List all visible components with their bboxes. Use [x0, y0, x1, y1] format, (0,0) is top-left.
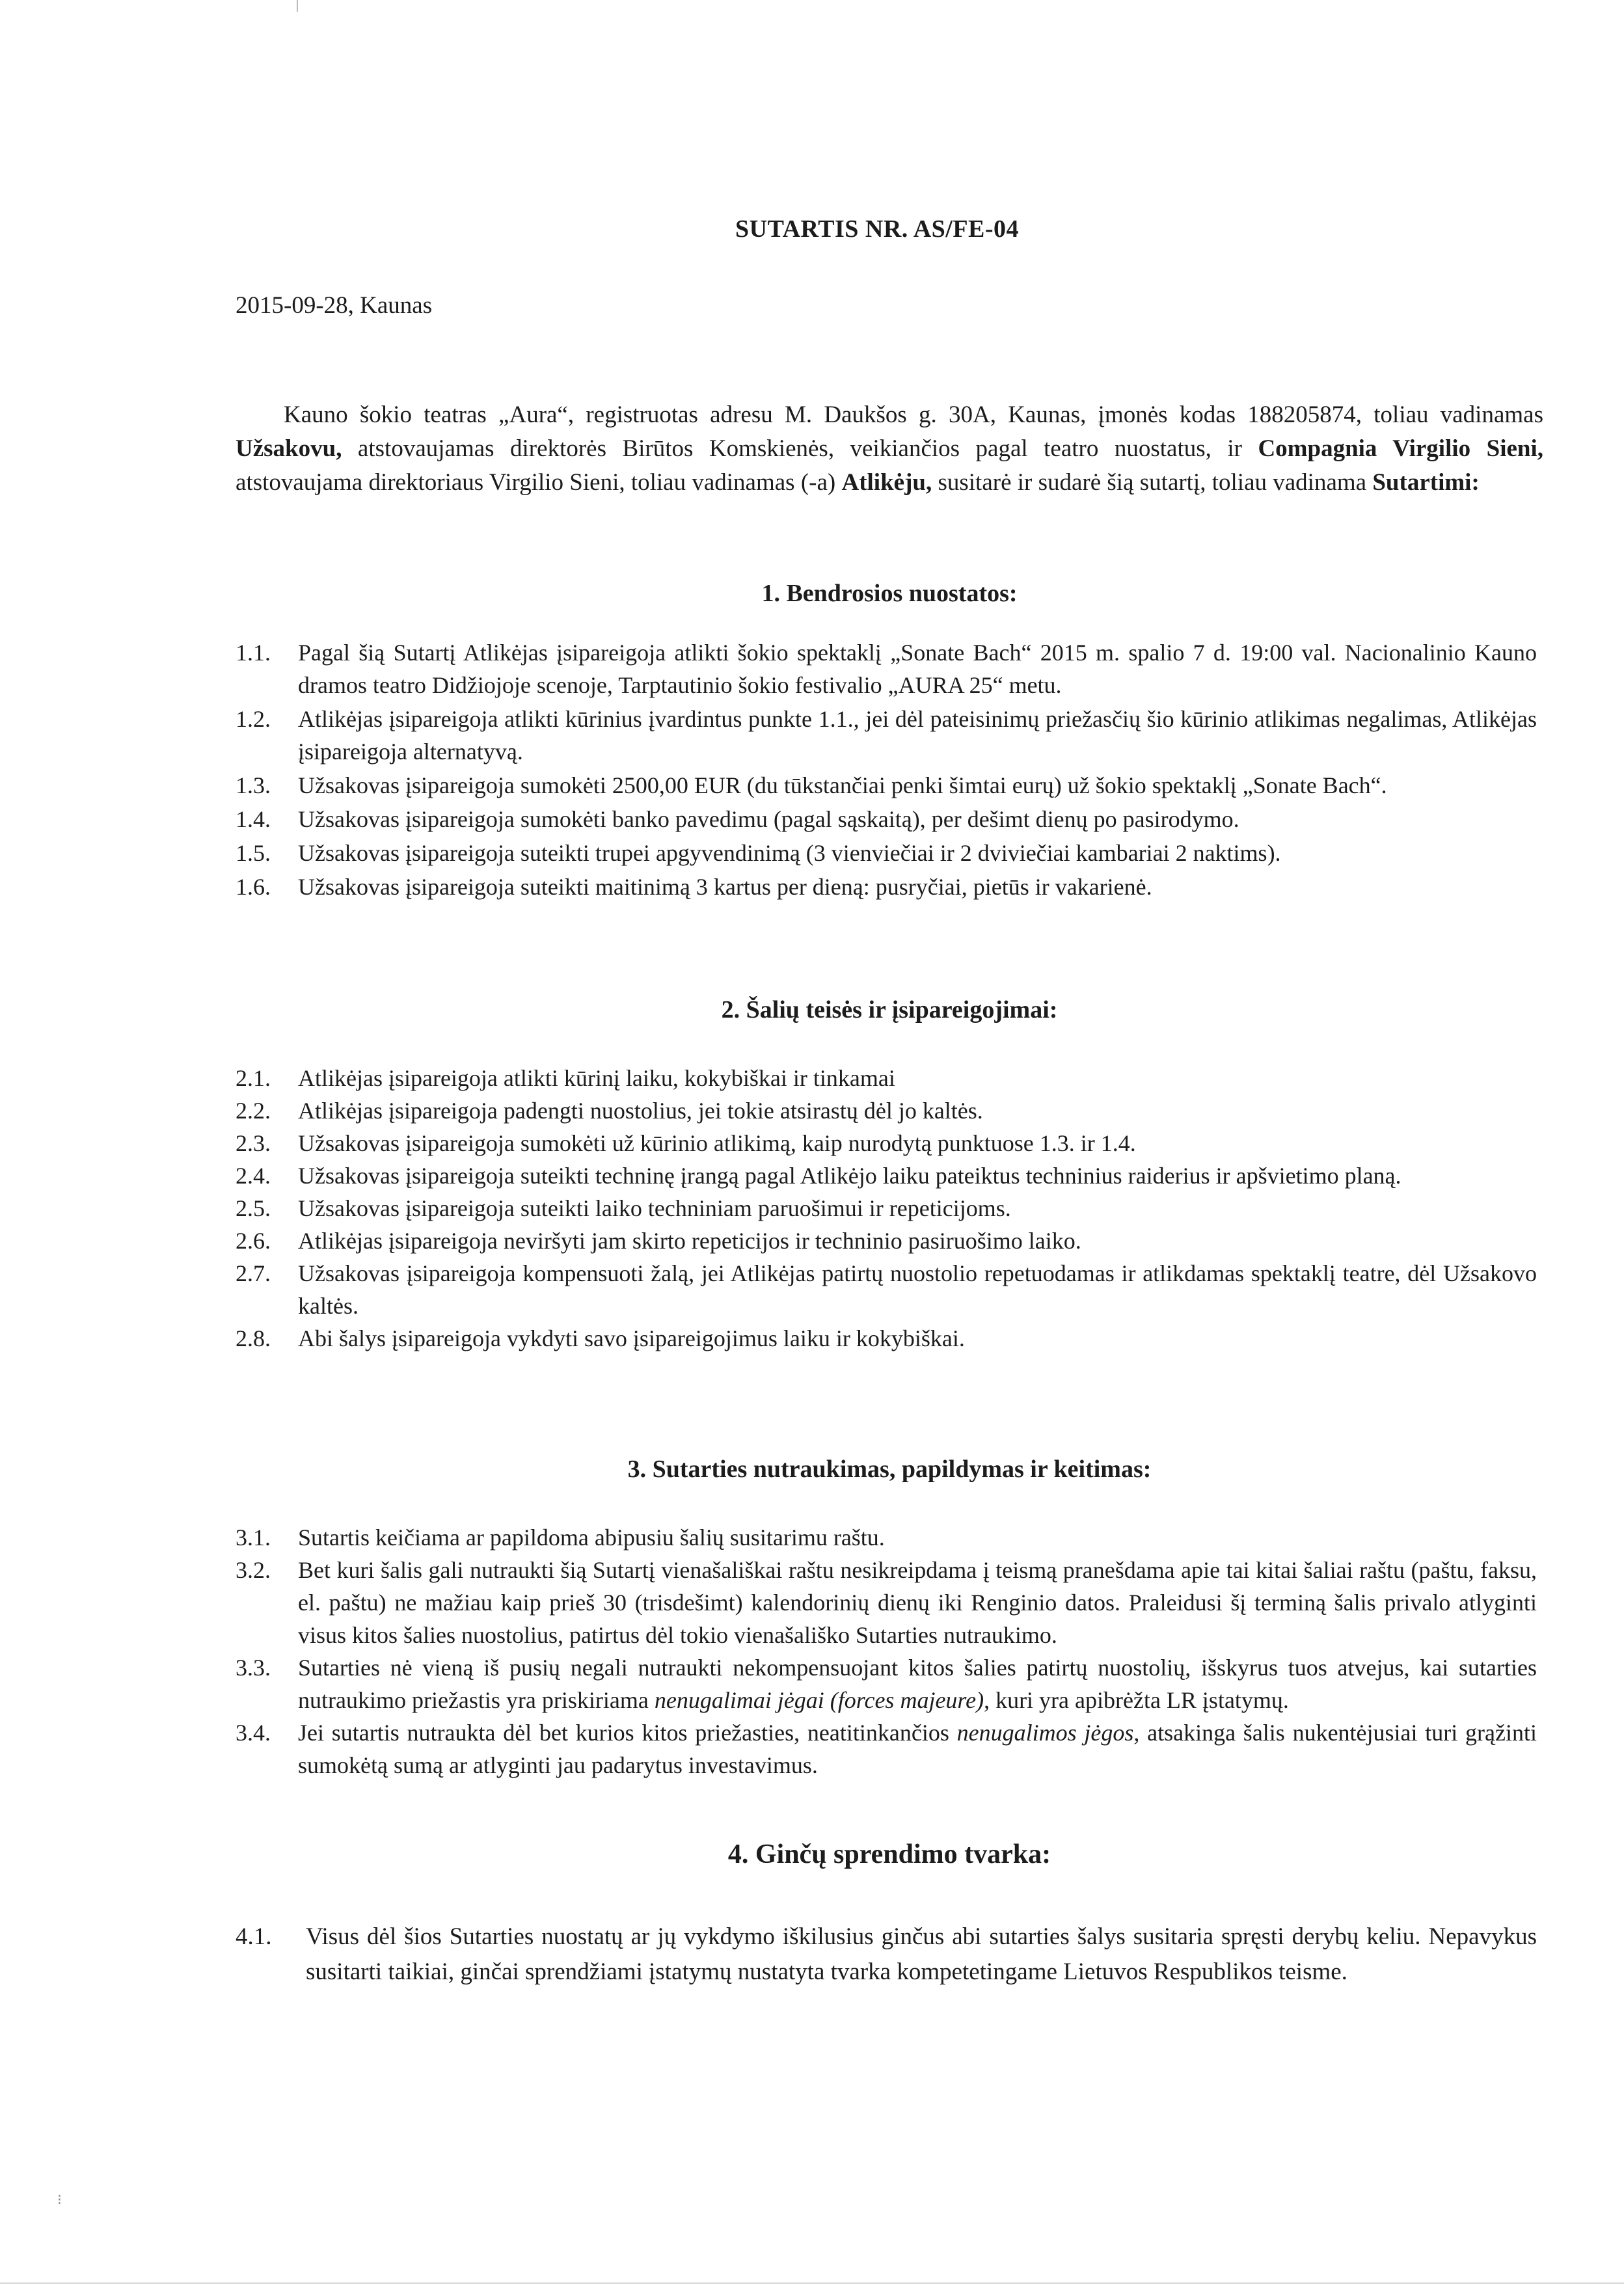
section-heading-3: 3. Sutarties nutraukimas, papildymas ir keitimas: [627, 1456, 1152, 1483]
clause [236, 1651, 1537, 1716]
clause [236, 1257, 1537, 1322]
clause [236, 1127, 1537, 1159]
intro-text-4: susitarė ir sudarė šią sutartį, toliau vadinama [932, 469, 1373, 496]
clause-text: Užsakovas įsipareigoja sumokėti 2500,00 EUR (du tūkstančiai penki šimtai eurų) už šokio spektaklį „Sonate Bach“. [298, 772, 1387, 798]
clause [236, 803, 1537, 835]
section-4-clauses [236, 1919, 1537, 1990]
clause-text: Užsakovas įsipareigoja suteikti trupei apgyvendinimą (3 vienviečiai ir 2 dviviečiai kambariai 2 naktims). [298, 840, 1281, 866]
clause-text: Užsakovas įsipareigoja suteikti maitinimą 3 kartus per dieną: pusryčiai, pietūs ir vakarienė. [298, 874, 1152, 900]
clause [236, 837, 1537, 869]
intro-paragraph [236, 398, 1543, 500]
clause-text: Sutarties nė vieną iš pusių negali nutraukti nekompensuojant kitos šalies patirtų nuostolių, išskyrus tuos atvejus, kai sutarties nutraukimo priežastis yra priskiriama [298, 1655, 1537, 1713]
clause [236, 1919, 1537, 1990]
clause-text: Užsakovas įsipareigoja suteikti laiko techniniam paruošimui ir repeticijoms. [298, 1195, 1011, 1221]
clause-text: Visus dėl šios Sutarties nuostatų ar jų vykdymo iškilusius ginčus abi sutarties šalys susitaria spręsti derybų keliu. Nepavykus susitarti taikiai, ginčai sprendžiami įstatymų nustatyta tvarka kompetetingame Lietuvos Respublikos teisme. [306, 1923, 1537, 1985]
agreement-term: Sutartimi: [1372, 469, 1480, 496]
section-1-clauses [236, 636, 1537, 904]
clause [236, 1062, 1537, 1094]
clause-number: 1.4. [236, 806, 271, 832]
clause-number: 2.7. [236, 1260, 271, 1286]
intro-text-2: atstovaujamas direktorės Birūtos Komskienės, veikiančios pagal teatro nuostatus, ir [342, 435, 1258, 462]
clause [236, 1159, 1537, 1192]
margin-mark: ⁝ [57, 2191, 62, 2208]
clause [236, 1716, 1537, 1781]
intro-text-3: atstovaujama direktoriaus Virgilio Sieni, toliau vadinamas (-a) [236, 469, 842, 496]
clause-number: 1.3. [236, 772, 271, 798]
clause [236, 636, 1537, 701]
scan-mark [297, 0, 298, 12]
clause-number: 3.4. [236, 1720, 271, 1746]
clause-text: , atsakinga šalis nukentėjusiai turi grąžinti sumokėtą sumą ar atlyginti jau padarytus investavimus. [298, 1720, 1537, 1778]
clause [236, 1094, 1537, 1127]
clause [236, 703, 1537, 768]
customer-term: Užsakovu, [236, 435, 342, 462]
clause [236, 1554, 1537, 1651]
clause [236, 1521, 1537, 1554]
clause [236, 871, 1537, 903]
clause [236, 769, 1537, 802]
clause-text: Bet kuri šalis gali nutraukti šią Sutartį vienašališkai raštu nesikreipdama į teismą pranešdama apie tai kitai šaliai raštu (paštu, faksu, el. paštu) ne mažiau kaip prieš 30 (trisdešimt) kalendorinių dienų iki Renginio datos. Praleidusi šį terminą šalis privalo atlyginti visus kitos šalies nuostolius, patirtus dėl tokio vienašališko Sutarties nutraukimo. [298, 1557, 1537, 1648]
clause-text: Užsakovas įsipareigoja kompensuoti žalą, jei Atlikėjas patirtų nuostolio repetuodamas ir atlikdamas spektaklį teatre, dėl Užsakovo kaltės. [298, 1260, 1537, 1319]
clause-number: 2.6. [236, 1228, 271, 1254]
intro-text-1: Kauno šokio teatras „Aura“, registruotas adresu M. Daukšos g. 30A, Kaunas, įmonės kodas 188205874, toliau vadinamas [284, 401, 1543, 428]
company-name: Compagnia Virgilio Sieni, [1258, 435, 1544, 462]
clause-text: Abi šalys įsipareigoja vykdyti savo įsipareigojimus laiku ir kokybiškai. [298, 1325, 965, 1351]
clause-text: Sutartis keičiama ar papildoma abipusiu šalių susitarimu raštu. [298, 1524, 885, 1551]
clause-number: 1.2. [236, 706, 271, 732]
clause-number: 2.1. [236, 1065, 271, 1091]
clause-text-italic: nenugalimos jėgos [956, 1720, 1134, 1746]
clause-number: 2.4. [236, 1163, 271, 1189]
clause-number: 1.5. [236, 840, 271, 866]
document-title: SUTARTIS NR. AS/FE-04 [735, 215, 1020, 243]
clause-number: 3.3. [236, 1655, 271, 1681]
clause-text: Užsakovas įsipareigoja sumokėti banko pavedimu (pagal sąskaitą), per dešimt dienų po pasirodymo. [298, 806, 1239, 832]
performer-term: Atlikėju, [841, 469, 932, 496]
clause [236, 1192, 1537, 1225]
clause-text: , kuri yra apibrėžta LR įstatymų. [984, 1687, 1289, 1713]
clause-number: 1.6. [236, 874, 271, 900]
clause-number: 2.3. [236, 1130, 271, 1156]
clause-text: Jei sutartis nutraukta dėl bet kurios kitos priežasties, neatitinkančios [298, 1720, 957, 1746]
clause-text: Pagal šią Sutartį Atlikėjas įsipareigoja atlikti šokio spektaklį „Sonate Bach“ 2015 m. spalio 7 d. 19:00 val. Nacionalinio Kauno dramos teatro Didžiojoje scenoje, Tarptautinio šokio festivalio „AURA 25“ metu. [298, 640, 1537, 698]
section-heading-2: 2. Šalių teisės ir įsipareigojimai: [721, 996, 1058, 1023]
clause-text-italic: nenugalimai jėgai (forces majeure) [654, 1687, 984, 1713]
clause-number: 4.1. [236, 1923, 272, 1950]
page-edge [0, 2282, 1624, 2284]
clause-text: Užsakovas įsipareigoja sumokėti už kūrinio atlikimą, kaip nurodytą punktuose 1.3. ir 1.4. [298, 1130, 1136, 1156]
date-place: 2015-09-28, Kaunas [236, 292, 433, 319]
section-heading-1: 1. Bendrosios nuostatos: [761, 580, 1018, 607]
clause-text: Atlikėjas įsipareigoja padengti nuostolius, jei tokie atsirastų dėl jo kaltės. [298, 1098, 983, 1124]
section-3-clauses [236, 1521, 1537, 1781]
clause-number: 2.5. [236, 1195, 271, 1221]
section-2-clauses [236, 1062, 1537, 1355]
clause-text: Užsakovas įsipareigoja suteikti techninę įrangą pagal Atlikėjo laiku pateiktus techninius raiderius ir apšvietimo planą. [298, 1163, 1401, 1189]
clause-number: 2.8. [236, 1325, 271, 1351]
clause-number: 3.2. [236, 1557, 271, 1583]
clause-number: 1.1. [236, 640, 271, 666]
clause-number: 2.2. [236, 1098, 271, 1124]
clause-text: Atlikėjas įsipareigoja atlikti kūrinį laiku, kokybiškai ir tinkamai [298, 1065, 895, 1091]
section-heading-4: 4. Ginčų sprendimo tvarka: [727, 1839, 1051, 1869]
clause-text: Atlikėjas įsipareigoja atlikti kūrinius įvardintus punkte 1.1., jei dėl pateisinimų priežasčių šio kūrinio atlikimas negalimas, Atlikėjas įsipareigoja alternatyvą. [298, 706, 1537, 765]
clause [236, 1322, 1537, 1355]
clause-text: Atlikėjas įsipareigoja neviršyti jam skirto repeticijos ir techninio pasiruošimo laiko. [298, 1228, 1081, 1254]
clause-number: 3.1. [236, 1524, 271, 1551]
clause [236, 1225, 1537, 1257]
